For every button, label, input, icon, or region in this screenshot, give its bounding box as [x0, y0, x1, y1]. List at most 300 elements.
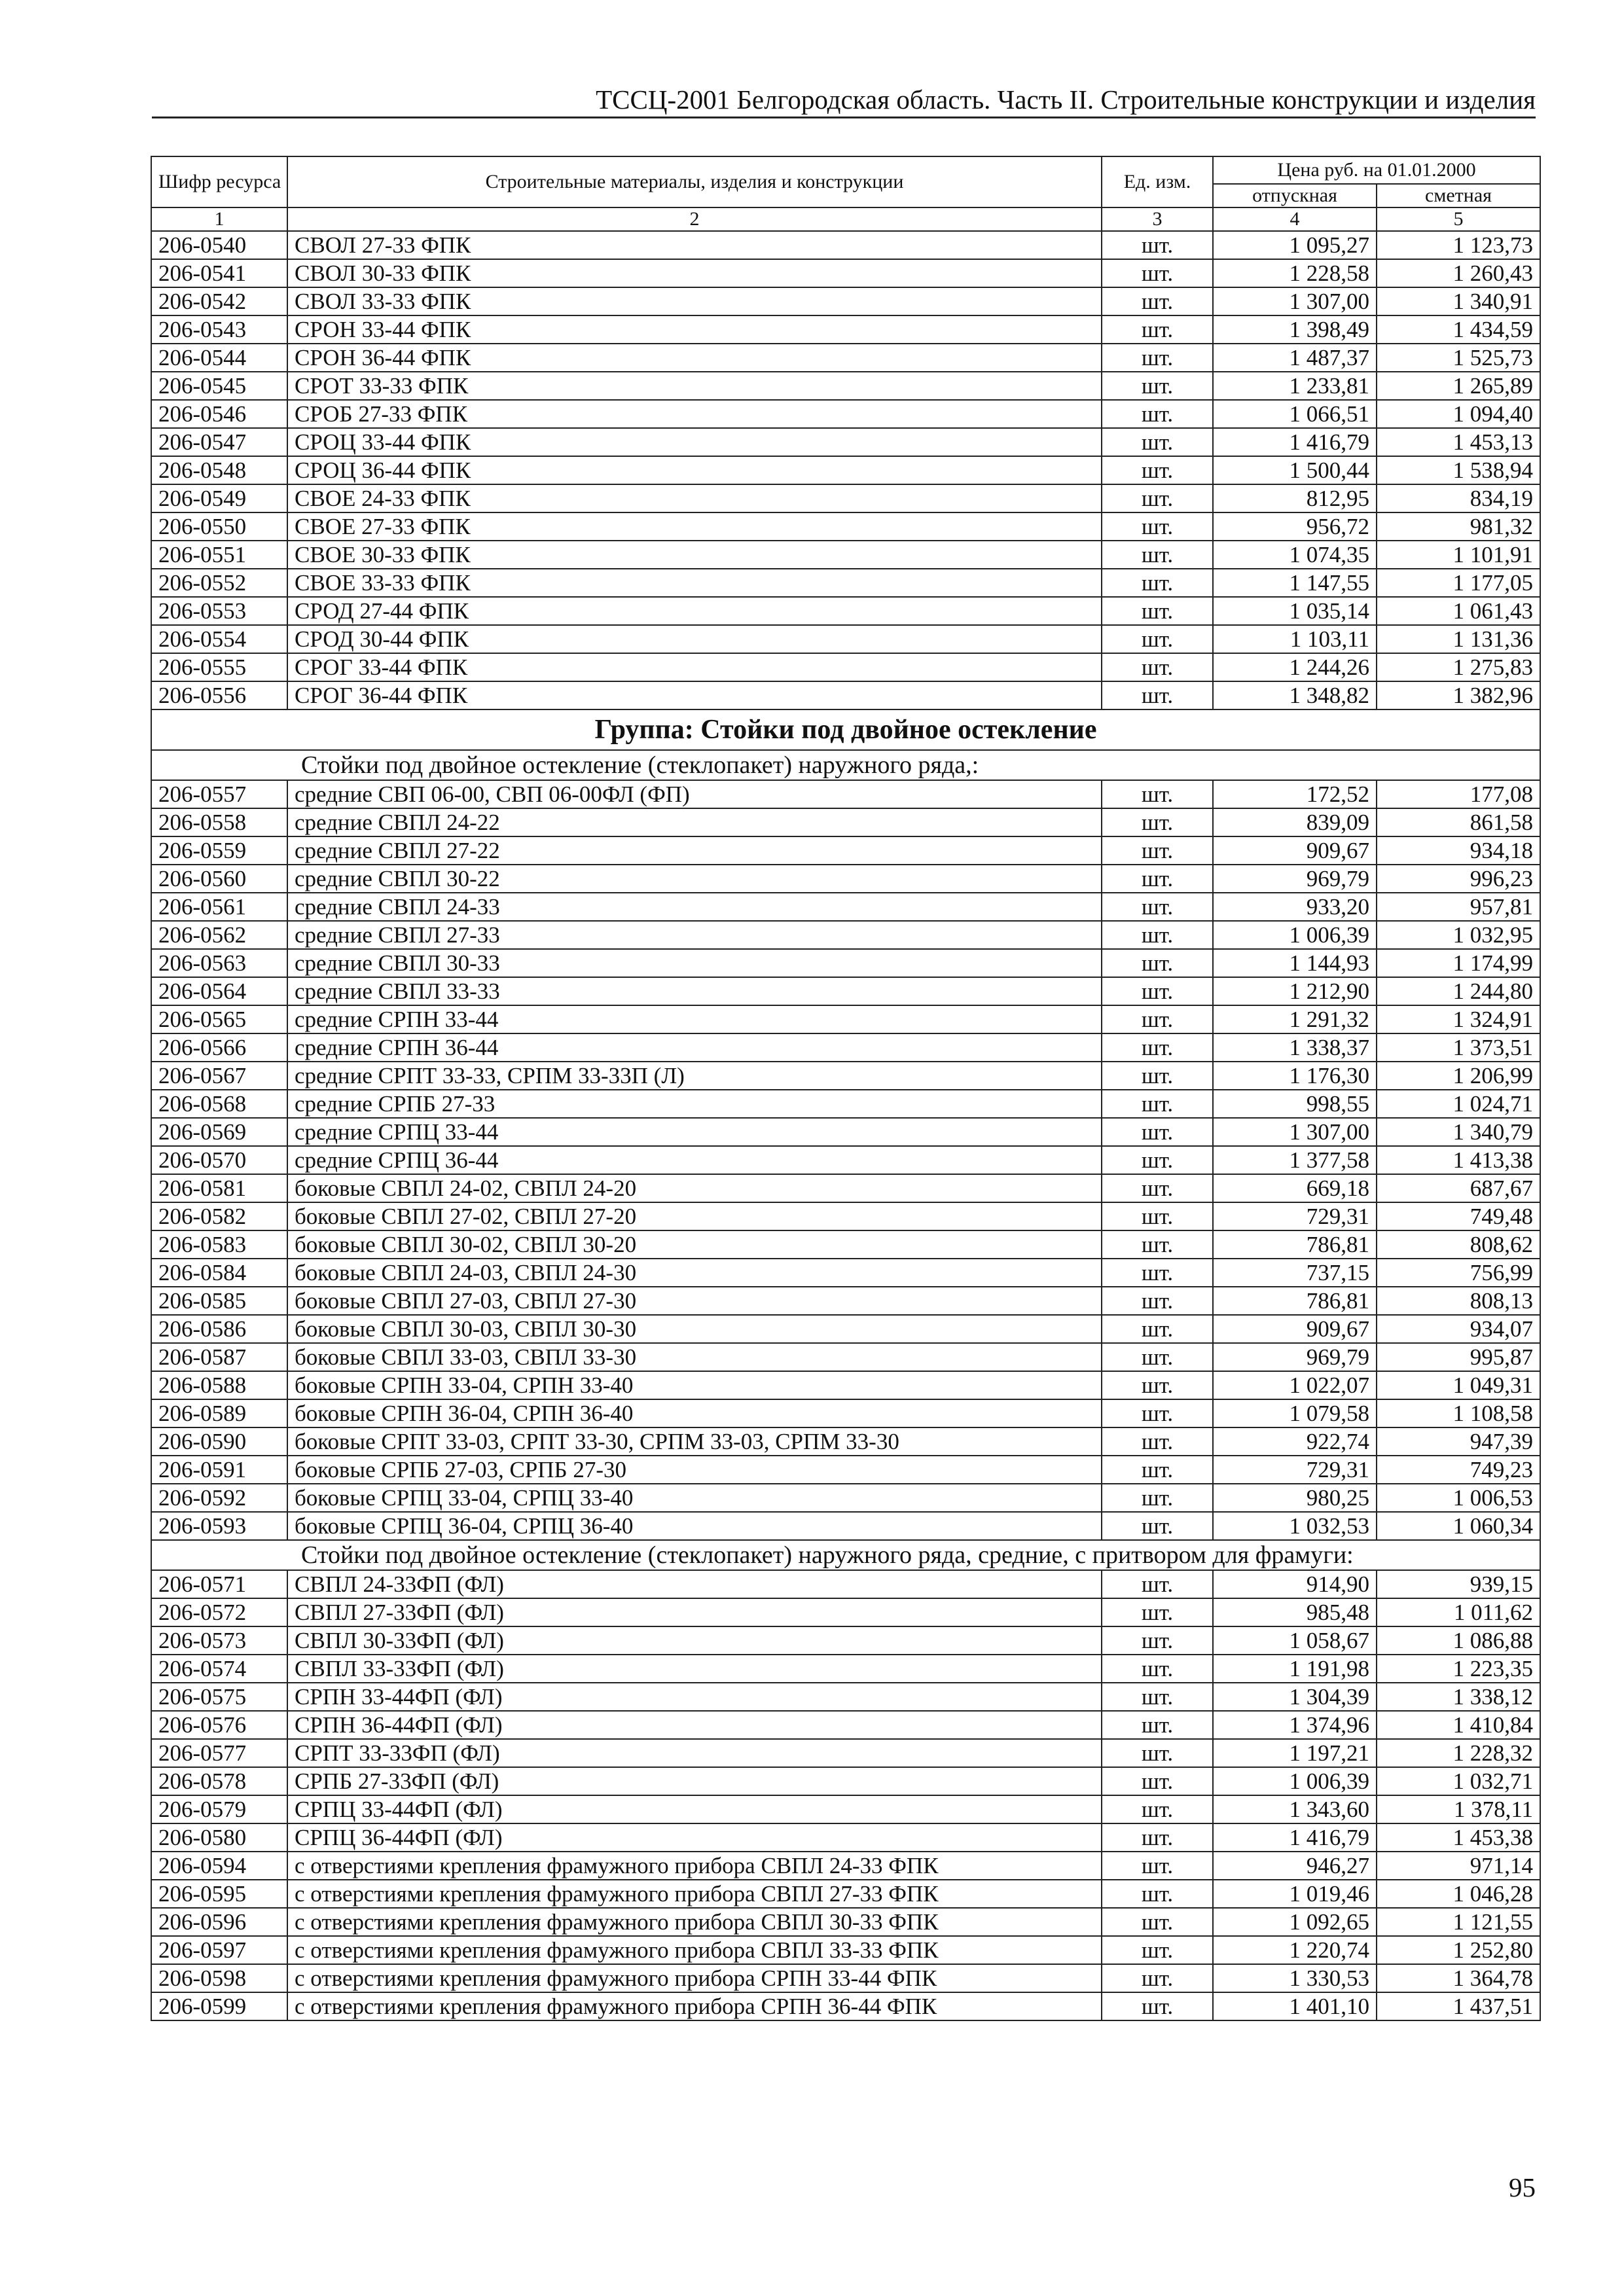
column-header-price: Цена руб. на 01.01.2000 — [1213, 156, 1540, 184]
material-name-cell: боковые СРПБ 27-03, СРПБ 27-30 — [287, 1456, 1102, 1484]
unit-cell: шт. — [1102, 1655, 1213, 1683]
table-row — [151, 1456, 1540, 1484]
material-name-cell: СВПЛ 30-33ФП (ФЛ) — [287, 1626, 1102, 1655]
material-name-cell: боковые СРПЦ 33-04, СРПЦ 33-40 — [287, 1484, 1102, 1512]
resource-code-cell: 206-0557 — [151, 780, 287, 808]
material-name-cell: СРОН 36-44 ФПК — [287, 344, 1102, 372]
release-price-cell: 729,31 — [1213, 1456, 1377, 1484]
unit-cell: шт. — [1102, 1795, 1213, 1823]
material-name-cell: средние СРПН 33-44 — [287, 1005, 1102, 1033]
estimate-price-cell: 1 260,43 — [1377, 259, 1540, 287]
unit-cell: шт. — [1102, 1230, 1213, 1259]
unit-cell: шт. — [1102, 865, 1213, 893]
estimate-price-cell: 1 223,35 — [1377, 1655, 1540, 1683]
material-name-cell: СРПТ 33-33ФП (ФЛ) — [287, 1739, 1102, 1767]
table-row — [151, 1598, 1540, 1626]
resource-code-cell: 206-0596 — [151, 1908, 287, 1936]
release-price-cell: 969,79 — [1213, 865, 1377, 893]
unit-cell: шт. — [1102, 893, 1213, 921]
material-name-cell: средние СРПЦ 36-44 — [287, 1146, 1102, 1174]
release-price-cell: 1 500,44 — [1213, 456, 1377, 484]
table-row — [151, 1118, 1540, 1146]
estimate-price-cell: 687,67 — [1377, 1174, 1540, 1202]
table-row — [151, 865, 1540, 893]
estimate-price-cell: 971,14 — [1377, 1852, 1540, 1880]
table-row — [151, 1484, 1540, 1512]
release-price-cell: 1 022,07 — [1213, 1371, 1377, 1399]
unit-cell: шт. — [1102, 1964, 1213, 1992]
estimate-price-cell: 981,32 — [1377, 512, 1540, 541]
estimate-price-cell: 1 228,32 — [1377, 1739, 1540, 1767]
table-row — [151, 977, 1540, 1005]
release-price-cell: 933,20 — [1213, 893, 1377, 921]
release-price-cell: 1 006,39 — [1213, 1767, 1377, 1795]
estimate-price-cell: 1 340,79 — [1377, 1118, 1540, 1146]
estimate-price-cell: 939,15 — [1377, 1570, 1540, 1598]
table-row — [151, 1259, 1540, 1287]
release-price-cell: 1 377,58 — [1213, 1146, 1377, 1174]
material-name-cell: СРОН 33-44 ФПК — [287, 315, 1102, 344]
unit-cell: шт. — [1102, 1062, 1213, 1090]
material-name-cell: СВОЕ 27-33 ФПК — [287, 512, 1102, 541]
estimate-price-cell: 1 410,84 — [1377, 1711, 1540, 1739]
material-name-cell: СВОЛ 33-33 ФПК — [287, 287, 1102, 315]
unit-cell: шт. — [1102, 1456, 1213, 1484]
material-name-cell: средние СРПЦ 33-44 — [287, 1118, 1102, 1146]
subheading-row — [151, 1540, 1540, 1570]
price-table-header — [151, 156, 1540, 231]
estimate-price-cell: 1 373,51 — [1377, 1033, 1540, 1062]
release-price-cell: 172,52 — [1213, 780, 1377, 808]
resource-code-cell: 206-0550 — [151, 512, 287, 541]
resource-code-cell: 206-0594 — [151, 1852, 287, 1880]
price-table-body — [151, 231, 1540, 2020]
unit-cell: шт. — [1102, 456, 1213, 484]
resource-code-cell: 206-0565 — [151, 1005, 287, 1033]
table-row — [151, 1343, 1540, 1371]
table-row — [151, 1427, 1540, 1456]
resource-code-cell: 206-0546 — [151, 400, 287, 428]
material-name-cell: боковые СРПТ 33-03, СРПТ 33-30, СРПМ 33-03, СРПМ 33-30 — [287, 1427, 1102, 1456]
table-row — [151, 836, 1540, 865]
material-name-cell: с отверстиями крепления фрамужного прибора СВПЛ 24-33 ФПК — [287, 1852, 1102, 1880]
release-price-cell: 909,67 — [1213, 1315, 1377, 1343]
material-name-cell: СРОЦ 36-44 ФПК — [287, 456, 1102, 484]
table-row — [151, 1908, 1540, 1936]
material-name-cell: боковые СРПЦ 36-04, СРПЦ 36-40 — [287, 1512, 1102, 1540]
material-name-cell: средние СРПН 36-44 — [287, 1033, 1102, 1062]
unit-cell: шт. — [1102, 836, 1213, 865]
material-name-cell: СВОЕ 30-33 ФПК — [287, 541, 1102, 569]
resource-code-cell: 206-0554 — [151, 625, 287, 653]
unit-cell: шт. — [1102, 1852, 1213, 1880]
resource-code-cell: 206-0574 — [151, 1655, 287, 1683]
resource-code-cell: 206-0553 — [151, 597, 287, 625]
table-row — [151, 1683, 1540, 1711]
unit-cell: шт. — [1102, 1033, 1213, 1062]
resource-code-cell: 206-0542 — [151, 287, 287, 315]
estimate-price-cell: 1 244,80 — [1377, 977, 1540, 1005]
estimate-price-cell: 1 174,99 — [1377, 949, 1540, 977]
unit-cell: шт. — [1102, 1739, 1213, 1767]
estimate-price-cell: 177,08 — [1377, 780, 1540, 808]
estimate-price-cell: 1 364,78 — [1377, 1964, 1540, 1992]
table-row — [151, 1315, 1540, 1343]
material-name-cell: средние СВПЛ 30-33 — [287, 949, 1102, 977]
unit-cell: шт. — [1102, 1315, 1213, 1343]
resource-code-cell: 206-0570 — [151, 1146, 287, 1174]
resource-code-cell: 206-0576 — [151, 1711, 287, 1739]
table-row — [151, 456, 1540, 484]
release-price-cell: 1 212,90 — [1213, 977, 1377, 1005]
estimate-price-cell: 996,23 — [1377, 865, 1540, 893]
column-number: 5 — [1377, 207, 1540, 231]
unit-cell: шт. — [1102, 921, 1213, 949]
column-number: 1 — [151, 207, 287, 231]
unit-cell: шт. — [1102, 625, 1213, 653]
estimate-price-cell: 1 032,95 — [1377, 921, 1540, 949]
estimate-price-cell: 1 265,89 — [1377, 372, 1540, 400]
material-name-cell: с отверстиями крепления фрамужного прибора СВПЛ 30-33 ФПК — [287, 1908, 1102, 1936]
estimate-price-cell: 861,58 — [1377, 808, 1540, 836]
table-row — [151, 569, 1540, 597]
release-price-cell: 1 401,10 — [1213, 1992, 1377, 2020]
release-price-cell: 1 095,27 — [1213, 231, 1377, 259]
estimate-price-cell: 995,87 — [1377, 1343, 1540, 1371]
resource-code-cell: 206-0589 — [151, 1399, 287, 1427]
resource-code-cell: 206-0584 — [151, 1259, 287, 1287]
unit-cell: шт. — [1102, 1287, 1213, 1315]
estimate-price-cell: 1 123,73 — [1377, 231, 1540, 259]
release-price-cell: 1 233,81 — [1213, 372, 1377, 400]
material-name-cell: с отверстиями крепления фрамужного прибора СВПЛ 33-33 ФПК — [287, 1936, 1102, 1964]
estimate-price-cell: 1 086,88 — [1377, 1626, 1540, 1655]
unit-cell: шт. — [1102, 808, 1213, 836]
estimate-price-cell: 1 061,43 — [1377, 597, 1540, 625]
table-row — [151, 1823, 1540, 1852]
table-row — [151, 287, 1540, 315]
table-row — [151, 1711, 1540, 1739]
resource-code-cell: 206-0572 — [151, 1598, 287, 1626]
release-price-cell: 1 019,46 — [1213, 1880, 1377, 1908]
unit-cell: шт. — [1102, 1908, 1213, 1936]
release-price-cell: 909,67 — [1213, 836, 1377, 865]
release-price-cell: 1 307,00 — [1213, 287, 1377, 315]
table-row — [151, 597, 1540, 625]
resource-code-cell: 206-0559 — [151, 836, 287, 865]
unit-cell: шт. — [1102, 400, 1213, 428]
unit-cell: шт. — [1102, 1598, 1213, 1626]
table-row — [151, 625, 1540, 653]
unit-cell: шт. — [1102, 344, 1213, 372]
unit-cell: шт. — [1102, 1371, 1213, 1399]
table-row — [151, 1626, 1540, 1655]
material-name-cell: СРОБ 27-33 ФПК — [287, 400, 1102, 428]
estimate-price-cell: 1 101,91 — [1377, 541, 1540, 569]
unit-cell: шт. — [1102, 372, 1213, 400]
resource-code-cell: 206-0558 — [151, 808, 287, 836]
estimate-price-cell: 808,62 — [1377, 1230, 1540, 1259]
estimate-price-cell: 749,48 — [1377, 1202, 1540, 1230]
material-name-cell: средние СВПЛ 27-22 — [287, 836, 1102, 865]
table-row — [151, 1287, 1540, 1315]
column-number: 4 — [1213, 207, 1377, 231]
material-name-cell: средние СРПТ 33-33, СРПМ 33-33П (Л) — [287, 1062, 1102, 1090]
estimate-price-cell: 749,23 — [1377, 1456, 1540, 1484]
release-price-cell: 985,48 — [1213, 1598, 1377, 1626]
estimate-price-cell: 1 049,31 — [1377, 1371, 1540, 1399]
estimate-price-cell: 1 338,12 — [1377, 1683, 1540, 1711]
estimate-price-cell: 1 275,83 — [1377, 653, 1540, 681]
unit-cell: шт. — [1102, 1484, 1213, 1512]
unit-cell: шт. — [1102, 315, 1213, 344]
resource-code-cell: 206-0577 — [151, 1739, 287, 1767]
material-name-cell: СВОЕ 24-33 ФПК — [287, 484, 1102, 512]
table-row — [151, 1005, 1540, 1033]
table-row — [151, 315, 1540, 344]
release-price-cell: 1 228,58 — [1213, 259, 1377, 287]
table-row — [151, 1570, 1540, 1598]
material-name-cell: СРОГ 36-44 ФПК — [287, 681, 1102, 709]
unit-cell: шт. — [1102, 1118, 1213, 1146]
release-price-cell: 1 348,82 — [1213, 681, 1377, 709]
material-name-cell: боковые СВПЛ 27-03, СВПЛ 27-30 — [287, 1287, 1102, 1315]
resource-code-cell: 206-0591 — [151, 1456, 287, 1484]
table-row — [151, 1936, 1540, 1964]
resource-code-cell: 206-0555 — [151, 653, 287, 681]
table-row — [151, 1202, 1540, 1230]
unit-cell: шт. — [1102, 1683, 1213, 1711]
table-row — [151, 1880, 1540, 1908]
resource-code-cell: 206-0548 — [151, 456, 287, 484]
material-name-cell: СВОЛ 27-33 ФПК — [287, 231, 1102, 259]
material-name-cell: средние СВПЛ 30-22 — [287, 865, 1102, 893]
release-price-cell: 839,09 — [1213, 808, 1377, 836]
table-row — [151, 949, 1540, 977]
table-row — [151, 344, 1540, 372]
release-price-cell: 786,81 — [1213, 1287, 1377, 1315]
unit-cell: шт. — [1102, 259, 1213, 287]
unit-cell: шт. — [1102, 1823, 1213, 1852]
estimate-price-cell: 1 378,11 — [1377, 1795, 1540, 1823]
resource-code-cell: 206-0564 — [151, 977, 287, 1005]
table-row — [151, 921, 1540, 949]
group-heading-row — [151, 709, 1540, 750]
unit-cell: шт. — [1102, 597, 1213, 625]
release-price-cell: 1 220,74 — [1213, 1936, 1377, 1964]
table-row — [151, 893, 1540, 921]
resource-code-cell: 206-0571 — [151, 1570, 287, 1598]
release-price-cell: 1 416,79 — [1213, 428, 1377, 456]
release-price-cell: 1 035,14 — [1213, 597, 1377, 625]
resource-code-cell: 206-0540 — [151, 231, 287, 259]
estimate-price-cell: 1 060,34 — [1377, 1512, 1540, 1540]
material-name-cell: боковые СВПЛ 27-02, СВПЛ 27-20 — [287, 1202, 1102, 1230]
estimate-price-cell: 1 413,38 — [1377, 1146, 1540, 1174]
table-row — [151, 1739, 1540, 1767]
estimate-price-cell: 1 324,91 — [1377, 1005, 1540, 1033]
estimate-price-cell: 1 453,13 — [1377, 428, 1540, 456]
material-name-cell: СРПБ 27-33ФП (ФЛ) — [287, 1767, 1102, 1795]
material-name-cell: средние СВПЛ 24-33 — [287, 893, 1102, 921]
estimate-price-cell: 1 006,53 — [1377, 1484, 1540, 1512]
subheading-row — [151, 750, 1540, 780]
table-row — [151, 1062, 1540, 1090]
resource-code-cell: 206-0592 — [151, 1484, 287, 1512]
estimate-price-cell: 1 206,99 — [1377, 1062, 1540, 1090]
release-price-cell: 1 147,55 — [1213, 569, 1377, 597]
column-header-release-price: отпускная — [1213, 184, 1377, 207]
material-name-cell: СРПН 33-44ФП (ФЛ) — [287, 1683, 1102, 1711]
table-row — [151, 372, 1540, 400]
subheading: Стойки под двойное остекление (стеклопакет) наружного ряда,: — [151, 750, 1540, 780]
material-name-cell: СРОГ 33-44 ФПК — [287, 653, 1102, 681]
estimate-price-cell: 1 340,91 — [1377, 287, 1540, 315]
estimate-price-cell: 1 011,62 — [1377, 1598, 1540, 1626]
release-price-cell: 1 338,37 — [1213, 1033, 1377, 1062]
resource-code-cell: 206-0599 — [151, 1992, 287, 2020]
material-name-cell: СРОД 27-44 ФПК — [287, 597, 1102, 625]
subheading: Стойки под двойное остекление (стеклопакет) наружного ряда, средние, с притвором для фрамуги: — [151, 1540, 1540, 1570]
unit-cell: шт. — [1102, 287, 1213, 315]
estimate-price-cell: 1 525,73 — [1377, 344, 1540, 372]
table-row — [151, 780, 1540, 808]
resource-code-cell: 206-0545 — [151, 372, 287, 400]
release-price-cell: 914,90 — [1213, 1570, 1377, 1598]
release-price-cell: 1 079,58 — [1213, 1399, 1377, 1427]
resource-code-cell: 206-0597 — [151, 1936, 287, 1964]
release-price-cell: 998,55 — [1213, 1090, 1377, 1118]
estimate-price-cell: 1 177,05 — [1377, 569, 1540, 597]
unit-cell: шт. — [1102, 1174, 1213, 1202]
release-price-cell: 1 374,96 — [1213, 1711, 1377, 1739]
unit-cell: шт. — [1102, 1399, 1213, 1427]
material-name-cell: боковые СВПЛ 30-03, СВПЛ 30-30 — [287, 1315, 1102, 1343]
material-name-cell: СВПЛ 33-33ФП (ФЛ) — [287, 1655, 1102, 1683]
resource-code-cell: 206-0588 — [151, 1371, 287, 1399]
column-header-unit: Ед. изм. — [1102, 156, 1213, 207]
material-name-cell: боковые СВПЛ 24-03, СВПЛ 24-30 — [287, 1259, 1102, 1287]
resource-code-cell: 206-0561 — [151, 893, 287, 921]
unit-cell: шт. — [1102, 1767, 1213, 1795]
release-price-cell: 1 398,49 — [1213, 315, 1377, 344]
table-row — [151, 231, 1540, 259]
estimate-price-cell: 1 121,55 — [1377, 1908, 1540, 1936]
unit-cell: шт. — [1102, 1880, 1213, 1908]
material-name-cell: боковые СВПЛ 24-02, СВПЛ 24-20 — [287, 1174, 1102, 1202]
material-name-cell: средние СВПЛ 33-33 — [287, 977, 1102, 1005]
estimate-price-cell: 756,99 — [1377, 1259, 1540, 1287]
material-name-cell: средние СВПЛ 27-33 — [287, 921, 1102, 949]
resource-code-cell: 206-0583 — [151, 1230, 287, 1259]
estimate-price-cell: 1 094,40 — [1377, 400, 1540, 428]
estimate-price-cell: 1 252,80 — [1377, 1936, 1540, 1964]
release-price-cell: 1 103,11 — [1213, 625, 1377, 653]
table-row — [151, 1992, 1540, 2020]
resource-code-cell: 206-0569 — [151, 1118, 287, 1146]
unit-cell: шт. — [1102, 780, 1213, 808]
resource-code-cell: 206-0556 — [151, 681, 287, 709]
table-row — [151, 1852, 1540, 1880]
material-name-cell: боковые СРПН 36-04, СРПН 36-40 — [287, 1399, 1102, 1427]
resource-code-cell: 206-0585 — [151, 1287, 287, 1315]
release-price-cell: 786,81 — [1213, 1230, 1377, 1259]
estimate-price-cell: 934,07 — [1377, 1315, 1540, 1343]
resource-code-cell: 206-0581 — [151, 1174, 287, 1202]
estimate-price-cell: 834,19 — [1377, 484, 1540, 512]
table-row — [151, 1090, 1540, 1118]
unit-cell: шт. — [1102, 569, 1213, 597]
estimate-price-cell: 1 024,71 — [1377, 1090, 1540, 1118]
resource-code-cell: 206-0598 — [151, 1964, 287, 1992]
resource-code-cell: 206-0567 — [151, 1062, 287, 1090]
unit-cell: шт. — [1102, 1936, 1213, 1964]
material-name-cell: с отверстиями крепления фрамужного прибора СРПН 36-44 ФПК — [287, 1992, 1102, 2020]
resource-code-cell: 206-0573 — [151, 1626, 287, 1655]
resource-code-cell: 206-0566 — [151, 1033, 287, 1062]
table-row — [151, 1146, 1540, 1174]
release-price-cell: 1 176,30 — [1213, 1062, 1377, 1090]
table-row — [151, 1767, 1540, 1795]
table-row — [151, 653, 1540, 681]
resource-code-cell: 206-0580 — [151, 1823, 287, 1852]
table-row — [151, 1174, 1540, 1202]
unit-cell: шт. — [1102, 541, 1213, 569]
material-name-cell: средние СВПЛ 24-22 — [287, 808, 1102, 836]
table-row — [151, 400, 1540, 428]
unit-cell: шт. — [1102, 1343, 1213, 1371]
material-name-cell: СВПЛ 27-33ФП (ФЛ) — [287, 1598, 1102, 1626]
material-name-cell: СВОЕ 33-33 ФПК — [287, 569, 1102, 597]
table-row — [151, 1512, 1540, 1540]
release-price-cell: 1 330,53 — [1213, 1964, 1377, 1992]
unit-cell: шт. — [1102, 1146, 1213, 1174]
estimate-price-cell: 1 382,96 — [1377, 681, 1540, 709]
group-heading: Группа: Стойки под двойное остекление — [151, 709, 1540, 750]
column-header-name: Строительные материалы, изделия и конструкции — [287, 156, 1102, 207]
resource-code-cell: 206-0563 — [151, 949, 287, 977]
release-price-cell: 946,27 — [1213, 1852, 1377, 1880]
table-row — [151, 541, 1540, 569]
unit-cell: шт. — [1102, 653, 1213, 681]
table-row — [151, 681, 1540, 709]
resource-code-cell: 206-0582 — [151, 1202, 287, 1230]
table-row — [151, 484, 1540, 512]
release-price-cell: 729,31 — [1213, 1202, 1377, 1230]
resource-code-cell: 206-0595 — [151, 1880, 287, 1908]
unit-cell: шт. — [1102, 1259, 1213, 1287]
unit-cell: шт. — [1102, 681, 1213, 709]
table-row — [151, 428, 1540, 456]
material-name-cell: СРОД 30-44 ФПК — [287, 625, 1102, 653]
column-number: 3 — [1102, 207, 1213, 231]
release-price-cell: 1 304,39 — [1213, 1683, 1377, 1711]
unit-cell: шт. — [1102, 1005, 1213, 1033]
material-name-cell: боковые СВПЛ 33-03, СВПЛ 33-30 — [287, 1343, 1102, 1371]
estimate-price-cell: 1 538,94 — [1377, 456, 1540, 484]
release-price-cell: 1 487,37 — [1213, 344, 1377, 372]
material-name-cell: СРОТ 33-33 ФПК — [287, 372, 1102, 400]
resource-code-cell: 206-0578 — [151, 1767, 287, 1795]
page-number: 95 — [1509, 2172, 1536, 2202]
resource-code-cell: 206-0560 — [151, 865, 287, 893]
unit-cell: шт. — [1102, 1202, 1213, 1230]
table-row — [151, 1964, 1540, 1992]
release-price-cell: 737,15 — [1213, 1259, 1377, 1287]
resource-code-cell: 206-0547 — [151, 428, 287, 456]
table-row — [151, 1230, 1540, 1259]
resource-code-cell: 206-0549 — [151, 484, 287, 512]
